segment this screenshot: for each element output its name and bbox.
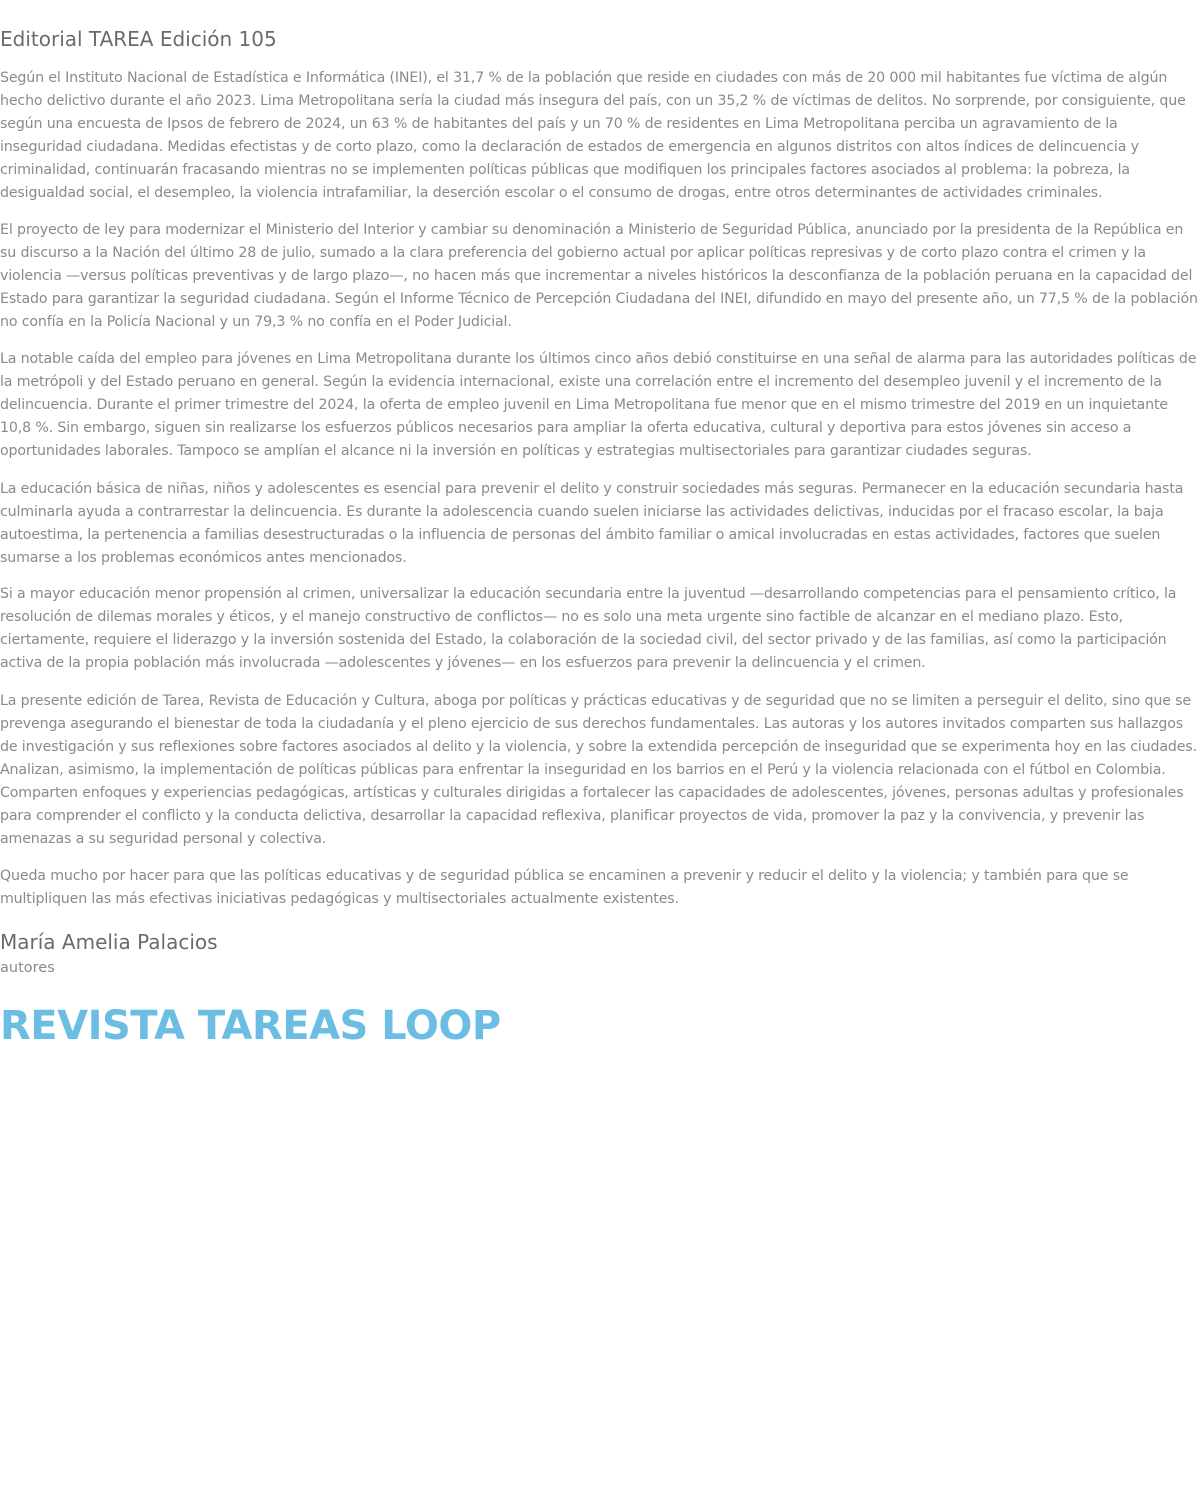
paragraph-4: La educación básica de niñas, niños y adolescentes es esencial para prevenir el delito y construir sociedades más seguras. Permanecer en la educación secundaria hasta culminarla ayuda a contrarrestar la delincuencia. Es durante la adolescencia cuando suelen iniciarse las actividades delictivas, inducidas por el fracaso escolar, la baja autoestima, la pertenencia a familias desestructuradas o la influencia de personas del ámbito familiar o amical involucradas en estas actividades, factores que suelen sumarse a los problemas económicos antes mencionados.: [0, 481, 1184, 566]
paragraph-6: La presente edición de Tarea, Revista de Educación y Cultura, aboga por políticas y prácticas educativas y de seguridad que no se limiten a perseguir el delito, sino que se prevenga asegurando el bienestar de toda la ciudadanía y el pleno ejercicio de sus derechos fundamentales. Las autoras y los autores invitados comparten sus hallazgos de investigación y sus reflexiones sobre factores asociados al delito y la violencia, y sobre la extendida percepción de inseguridad que se experimenta hoy en las ciudades. Analizan, asimismo, la implementación de políticas públicas para enfrentar la inseguridad en los barrios en el Perú y la violencia relacionada con el fútbol en Colombia. Comparten enfoques y experiencias pedagógicas, artísticas y culturales dirigidas a fortalecer las capacidades de adolescentes, jóvenes, personas adultas y profesionales para comprender el conflicto y la conducta delictiva, desarrollar la capacidad reflexiva, planificar proyectos de vida, promover la paz y la convivencia, y prevenir las amenazas a su seguridad personal y colectiva.: [0, 693, 1197, 847]
paragraph-5: Si a mayor educación menor propensión al crimen, universalizar la educación secundaria entre la juventud —desarrollando competencias para el pensamiento crítico, la resolución de dilemas morales y éticos, y el manejo constructivo de conflictos— no es solo una meta urgente sino factible de alcanzar en el mediano plazo. Esto, ciertamente, requiere el liderazgo y la inversión sostenida del Estado, la colaboración de la sociedad civil, del sector privado y de las familias, así como la participación activa de la propia población más involucrada —adolescentes y jóvenes— en los esfuerzos para prevenir la delincuencia y el crimen.: [0, 586, 1177, 671]
paragraph-2: El proyecto de ley para modernizar el Ministerio del Interior y cambiar su denominación a Ministerio de Seguridad Pública, anunciado por la presidenta de la República en su discurso a la Nación del último 28 de julio, sumado a la clara preferencia del gobierno actual por aplicar políticas represivas y de corto plazo contra el crimen y la violencia —versus políticas preventivas y de largo plazo—, no hacen más que incrementar a niveles históricos la desconfianza de la población peruana en la capacidad del Estado para garantizar la seguridad ciudadana. Según el Informe Técnico de Percepción Ciudadana del INEI, difundido en mayo del presente año, un 77,5 % de la población no confía en la Policía Nacional y un 79,3 % no confía en el Poder Judicial.: [0, 222, 1198, 330]
author-role[interactable]: autores: [0, 960, 55, 976]
paragraph-7: Queda mucho por hacer para que las políticas educativas y de seguridad pública se encaminen a prevenir y reducir el delito y la violencia; y también para que se multipliquen las más efectivas iniciativas pedagógicas y multisectoriales actualmente existentes.: [0, 868, 1129, 907]
paragraph-3: La notable caída del empleo para jóvenes en Lima Metropolitana durante los últimos cinco años debió constituirse en una señal de alarma para las autoridades políticas de la metrópoli y del Estado peruano en general. Según la evidencia internacional, existe una correlación entre el incremento del desempleo juvenil y el incremento de la delincuencia. Durante el primer trimestre del 2024, la oferta de empleo juvenil en Lima Metropolitana fue menor que en el mismo trimestre del 2019 en un inquietante 10,8 %. Sin embargo, siguen sin realizarse los esfuerzos públicos necesarios para ampliar la oferta educativa, cultural y deportiva para estos jóvenes sin acceso a oportunidades laborales. Tampoco se amplían el alcance ni la inversión en políticas y estrategias multisectoriales para garantizar ciudades seguras.: [0, 351, 1197, 459]
article-title: Editorial TAREA Edición 105: [0, 27, 277, 51]
author-name: María Amelia Palacios: [0, 930, 218, 954]
brand-link[interactable]: REVISTA TAREAS LOOP: [0, 1003, 501, 1049]
paragraph-1: Según el Instituto Nacional de Estadística e Informática (INEI), el 31,7 % de la población que reside en ciudades con más de 20 000 mil habitantes fue víctima de algún hecho delictivo durante el año 2023. Lima Metropolitana sería la ciudad más insegura del país, con un 35,2 % de víctimas de delitos. No sorprende, por consiguiente, que según una encuesta de Ipsos de febrero de 2024, un 63 % de habitantes del país y un 70 % de residentes en Lima Metropolitana perciba un agravamiento de la inseguridad ciudadana. Medidas efectistas y de corto plazo, como la declaración de estados de emergencia en algunos distritos con altos índices de delincuencia y criminalidad, continuarán fracasando mientras no se implementen políticas públicas que modifiquen los principales factores asociados al problema: la pobreza, la desigualdad social, el desempleo, la violencia intrafamiliar, la deserción escolar o el consumo de drogas, entre otros determinantes de actividades criminales.: [0, 70, 1186, 201]
